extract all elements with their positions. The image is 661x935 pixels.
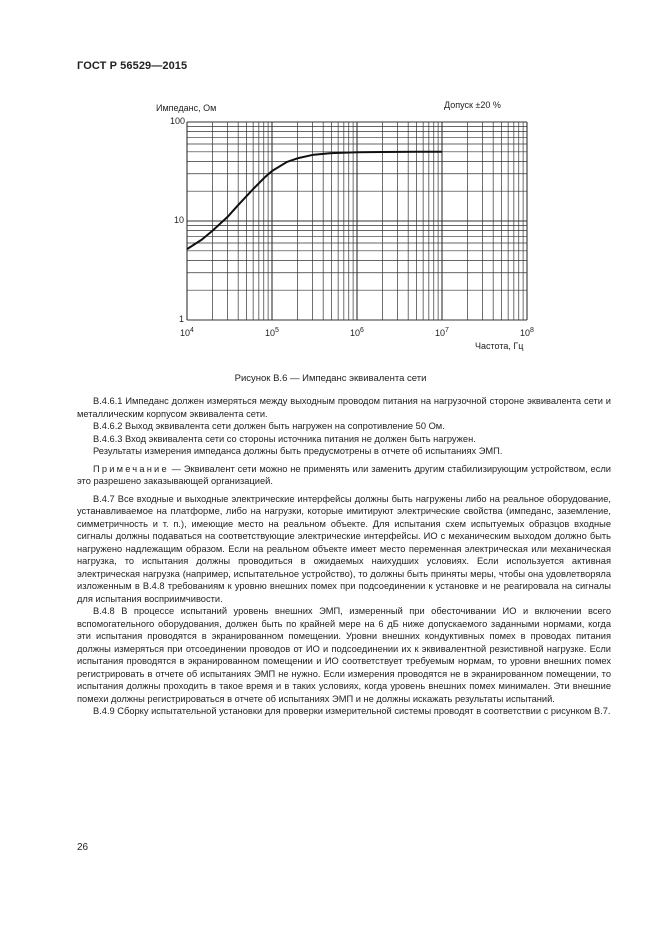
document-header: ГОСТ Р 56529—2015 [77, 60, 188, 72]
x-tick-label: $10^7$ [435, 327, 449, 338]
paragraph-b48: В.4.8 В процессе испытаний уровень внешних ЭМП, измеренный при обесточивании ИО и включении всего вспомогательного оборудования, должен быть по крайней мере на 6 дБ ниже допускаемого заданными нормами, когда эти испытания проводятся в экранированном помещении. Уровни внешних кондуктивных помех в проводах питания должны измеряться при отсоединении проводов от ИО и подсоединении их к эквивалентной резистивной нагрузке. Если испытания проводятся в экранированном помещении и ИО соответствует требуемым нормам, то уровни внешних помех регистрировать в отчете об испытаниях ЭМП не нужно. Если измерения проводятся не в экранированном помещении, то испытания должны проходить в такое время и в таких условиях, когда уровень внешних помех минимален. Эти внешние помехи должны регистрироваться в отчете об испытаниях ЭМП и не должны искажать результаты испытаний. [77, 606, 611, 704]
y-tick-label: 1 [179, 314, 185, 324]
paragraph-b461: В.4.6.1 Импеданс должен измеряться между выходным проводом питания на нагрузочной стороне эквивалента сети и металлическим корпусом эквивалента сети. [77, 396, 611, 419]
body-text [77, 395, 611, 718]
paragraph-b47: В.4.7 Все входные и выходные электрические интерфейсы должны быть нагружены либо на реальное оборудование, устанавливаемое на платформе, либо на нагрузки, которые имитируют электрические свойства (импеданс, заземление, симметричность и т. п.), имеющие место на реальном объекте. Для испытания схем испытуемых образцов входные сигналы должны подаваться на соответствующие электрические интерфейсы. ИО с механическим выходом должно быть нагружено надлежащим образом. Если на реальном объекте имеет место переменная электрическая или механическая нагрузка, то испытания должны проводиться в ожидаемых наихудших условиях. Если используется активная электрическая нагрузка (например, испытательное устройство), то должны быть приняты меры, чтобы она удовлетворяла изложенным в В.4.8 требованиям к уровню внешних помех при подсоединении к установке и не реагировала на сигналы для испытания восприимчивости. [77, 493, 611, 604]
x-tick-label: $10^5$ [265, 327, 279, 338]
paragraph-b462: В.4.6.2 Выход эквивалента сети должен быть нагружен на сопротивление 50 Ом. [93, 421, 445, 431]
x-tick-label: $10^6$ [350, 327, 364, 338]
x-tick-label: $10^8$ [520, 327, 534, 338]
note-label: Примечание [93, 463, 169, 474]
page-number: 26 [77, 842, 89, 853]
x-tick-label: $10^4$ [180, 327, 194, 338]
paragraph-b49: В.4.9 Сборку испытательной установки для проверки измерительной системы проводят в соответствии с рисунком В.7. [93, 706, 611, 716]
y-tick-label: 10 [174, 215, 185, 225]
paragraph-b463: В.4.6.3 Вход эквивалента сети со стороны источника питания не должен быть нагружен. [93, 433, 476, 444]
note [77, 463, 611, 488]
x-axis-label: Частота, Гц [475, 341, 524, 351]
figure-caption: Рисунок В.6 — Импеданс эквивалента сети [234, 373, 427, 384]
tolerance-annotation: Допуск ±20 % [444, 100, 501, 110]
y-tick-label: 100 [170, 116, 186, 126]
impedance-curve [187, 152, 442, 249]
paragraph-results: Результаты измерения импеданса должны быть предусмотрены в отчете об испытаниях ЭМП. [93, 446, 503, 456]
y-axis-label: Импеданс, Ом [156, 103, 217, 113]
note-text: — Эквивалент сети можно не применять или заменить другим стабилизирующим устройством, если это разрешено заказывающей организацией. [77, 463, 611, 486]
